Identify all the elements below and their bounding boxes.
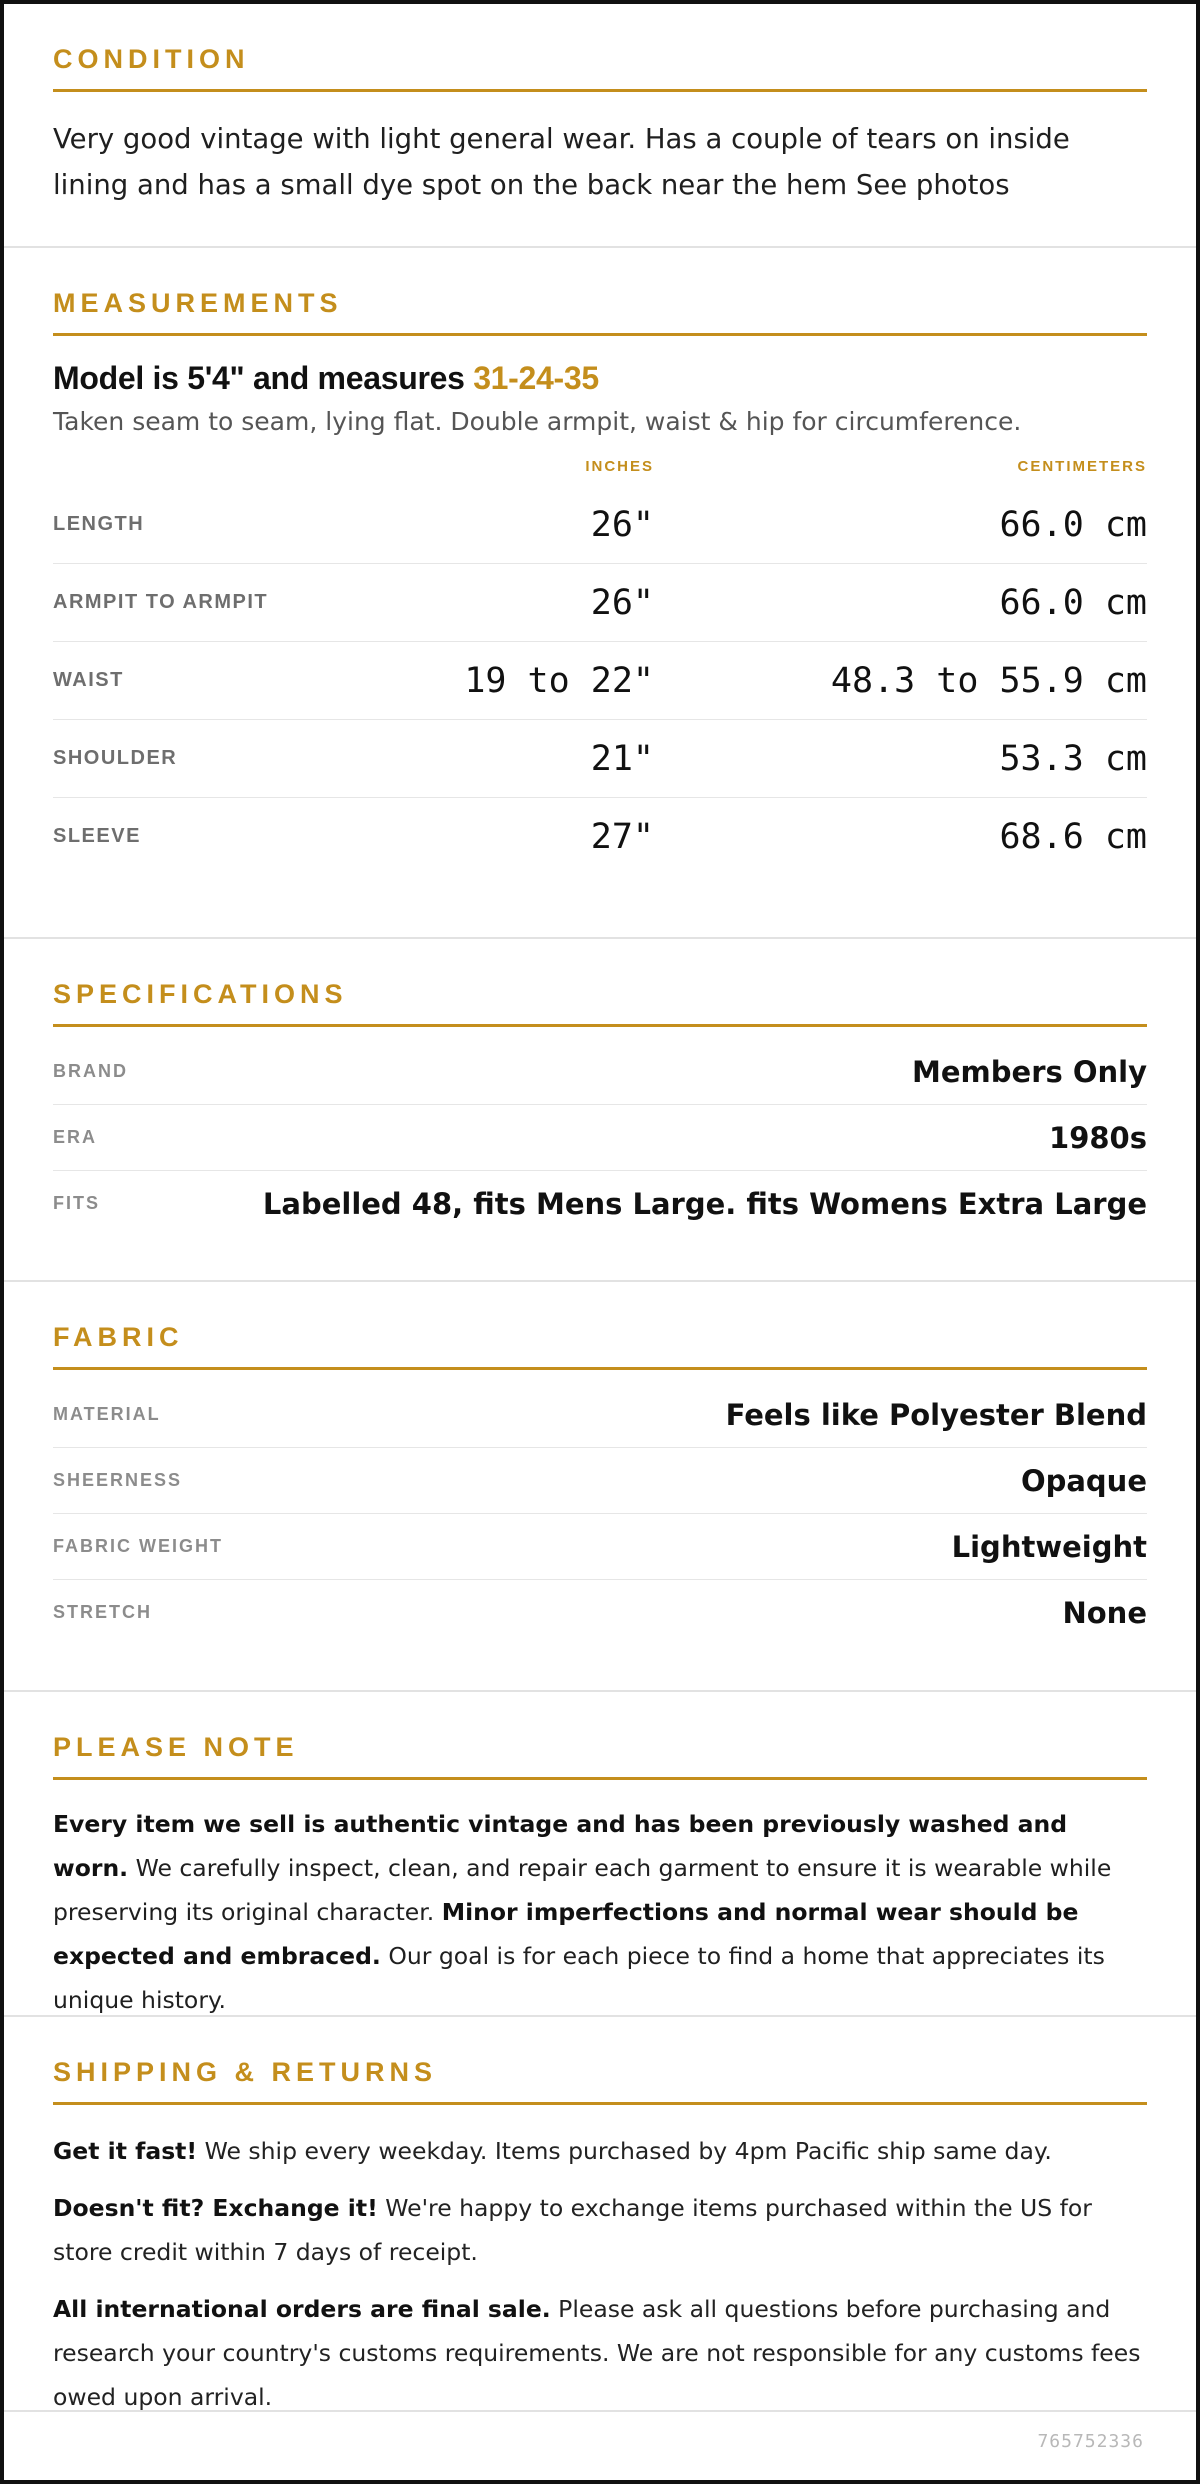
- shipping-paragraph-fast: [53, 2129, 1147, 2173]
- please-note-heading: PLEASE NOTE: [53, 1692, 1147, 1780]
- note-bold-1: Every item we sell is authentic vintage and has been previously washed and worn.: [53, 1810, 1068, 1882]
- fabric-value: Feels like Polyester Blend: [725, 1397, 1147, 1432]
- measurement-label: WAIST: [53, 669, 124, 691]
- measurements-heading: MEASUREMENTS: [53, 248, 1147, 336]
- measurement-row-waist: [53, 642, 1147, 720]
- fabric-row-material: [53, 1382, 1147, 1448]
- shipping-returns-section: [4, 2017, 1196, 2412]
- shipping-paragraph-international: [53, 2287, 1147, 2419]
- specifications-heading: SPECIFICATIONS: [53, 939, 1147, 1027]
- measurement-inches: 26": [590, 504, 654, 545]
- model-measures-value: 31-24-35: [473, 360, 599, 396]
- measurements-column-headers: [53, 458, 1147, 480]
- measurements-table: [53, 486, 1147, 875]
- fabric-key: SHEERNESS: [53, 1470, 183, 1490]
- spec-row-brand: [53, 1039, 1147, 1105]
- shipping-bold-2: Doesn't fit? Exchange it!: [53, 2194, 378, 2222]
- shipping-text-3: Please ask all questions before purchasing and research your country's customs requirements. We are not responsible for any customs fees owed upon arrival.: [53, 2295, 1141, 2411]
- shipping-returns-heading: SHIPPING & RETURNS: [53, 2017, 1147, 2105]
- measurement-inches: 21": [590, 738, 654, 779]
- measurements-section: [4, 248, 1196, 939]
- measurement-row-length: [53, 486, 1147, 564]
- spec-row-era: [53, 1105, 1147, 1171]
- measurement-row-shoulder: [53, 720, 1147, 798]
- measurement-cm: 66.0 cm: [999, 504, 1147, 545]
- fabric-value: None: [1062, 1595, 1147, 1630]
- measurement-label: ARMPIT TO ARMPIT: [53, 591, 269, 613]
- please-note-section: [4, 1692, 1196, 2017]
- fabric-key: MATERIAL: [53, 1404, 161, 1424]
- model-measures-line: [53, 360, 1147, 397]
- shipping-text-1: We ship every weekday. Items purchased by 4pm Pacific ship same day.: [197, 2137, 1052, 2165]
- fabric-heading: FABRIC: [53, 1282, 1147, 1370]
- measurement-cm: 68.6 cm: [999, 816, 1147, 857]
- measurement-label: SHOULDER: [53, 747, 178, 769]
- measurement-label: LENGTH: [53, 513, 145, 535]
- spec-key: FITS: [53, 1193, 100, 1213]
- fabric-row-sheerness: [53, 1448, 1147, 1514]
- inches-column-header: INCHES: [585, 458, 654, 475]
- spec-row-fits: [53, 1171, 1147, 1236]
- note-text-2: Our goal is for each piece to find a home that appreciates its unique history.: [53, 1942, 1105, 2014]
- measurement-row-sleeve: [53, 798, 1147, 875]
- shipping-bold-3: All international orders are final sale.: [53, 2295, 551, 2323]
- condition-section: [4, 4, 1196, 248]
- centimeters-column-header: CENTIMETERS: [1017, 458, 1147, 475]
- fabric-list: [53, 1382, 1147, 1645]
- fabric-row-weight: [53, 1514, 1147, 1580]
- fabric-key: STRETCH: [53, 1602, 152, 1622]
- model-measures-prefix: Model is 5'4" and measures: [53, 360, 474, 396]
- fabric-row-stretch: [53, 1580, 1147, 1645]
- measurement-inches: 26": [590, 582, 654, 623]
- fabric-key: FABRIC WEIGHT: [53, 1536, 223, 1556]
- spec-value: Members Only: [912, 1054, 1147, 1089]
- condition-heading: CONDITION: [53, 4, 1147, 92]
- specifications-list: [53, 1039, 1147, 1236]
- fabric-value: Opaque: [1020, 1463, 1147, 1498]
- item-id: 765752336: [1037, 2431, 1144, 2452]
- measurement-cm: 48.3 to 55.9 cm: [830, 660, 1147, 701]
- spec-value: Labelled 48, fits Mens Large. fits Womens Extra Large: [262, 1186, 1147, 1221]
- fabric-value: Lightweight: [951, 1529, 1147, 1564]
- shipping-paragraph-exchange: [53, 2186, 1147, 2274]
- measurement-row-armpit: [53, 564, 1147, 642]
- condition-text: Very good vintage with light general wear. Has a couple of tears on inside lining and has a small dye spot on the back near the hem See photos: [53, 123, 1070, 201]
- measurement-label: SLEEVE: [53, 825, 141, 847]
- fabric-section: [4, 1282, 1196, 1692]
- shipping-bold-1: Get it fast!: [53, 2137, 198, 2165]
- measurement-inches: 27": [590, 816, 654, 857]
- spec-value: 1980s: [1049, 1120, 1147, 1155]
- spec-key: BRAND: [53, 1061, 128, 1081]
- note-text-1: We carefully inspect, clean, and repair each garment to ensure it is wearable while preserving its original character.: [53, 1854, 1112, 1926]
- note-bold-2: Minor imperfections and normal wear should be expected and embraced.: [53, 1898, 1079, 1970]
- specifications-section: [4, 939, 1196, 1282]
- measurement-cm: 53.3 cm: [999, 738, 1147, 779]
- measurements-subtext: Taken seam to seam, lying flat. Double armpit, waist & hip for circumference.: [53, 407, 1022, 436]
- please-note-text: [53, 1802, 1147, 2022]
- shipping-text-2: We're happy to exchange items purchased within the US for store credit within 7 days of receipt.: [53, 2194, 1092, 2266]
- spec-key: ERA: [53, 1127, 98, 1147]
- measurement-cm: 66.0 cm: [999, 582, 1147, 623]
- measurement-inches: 19 to 22": [464, 660, 654, 701]
